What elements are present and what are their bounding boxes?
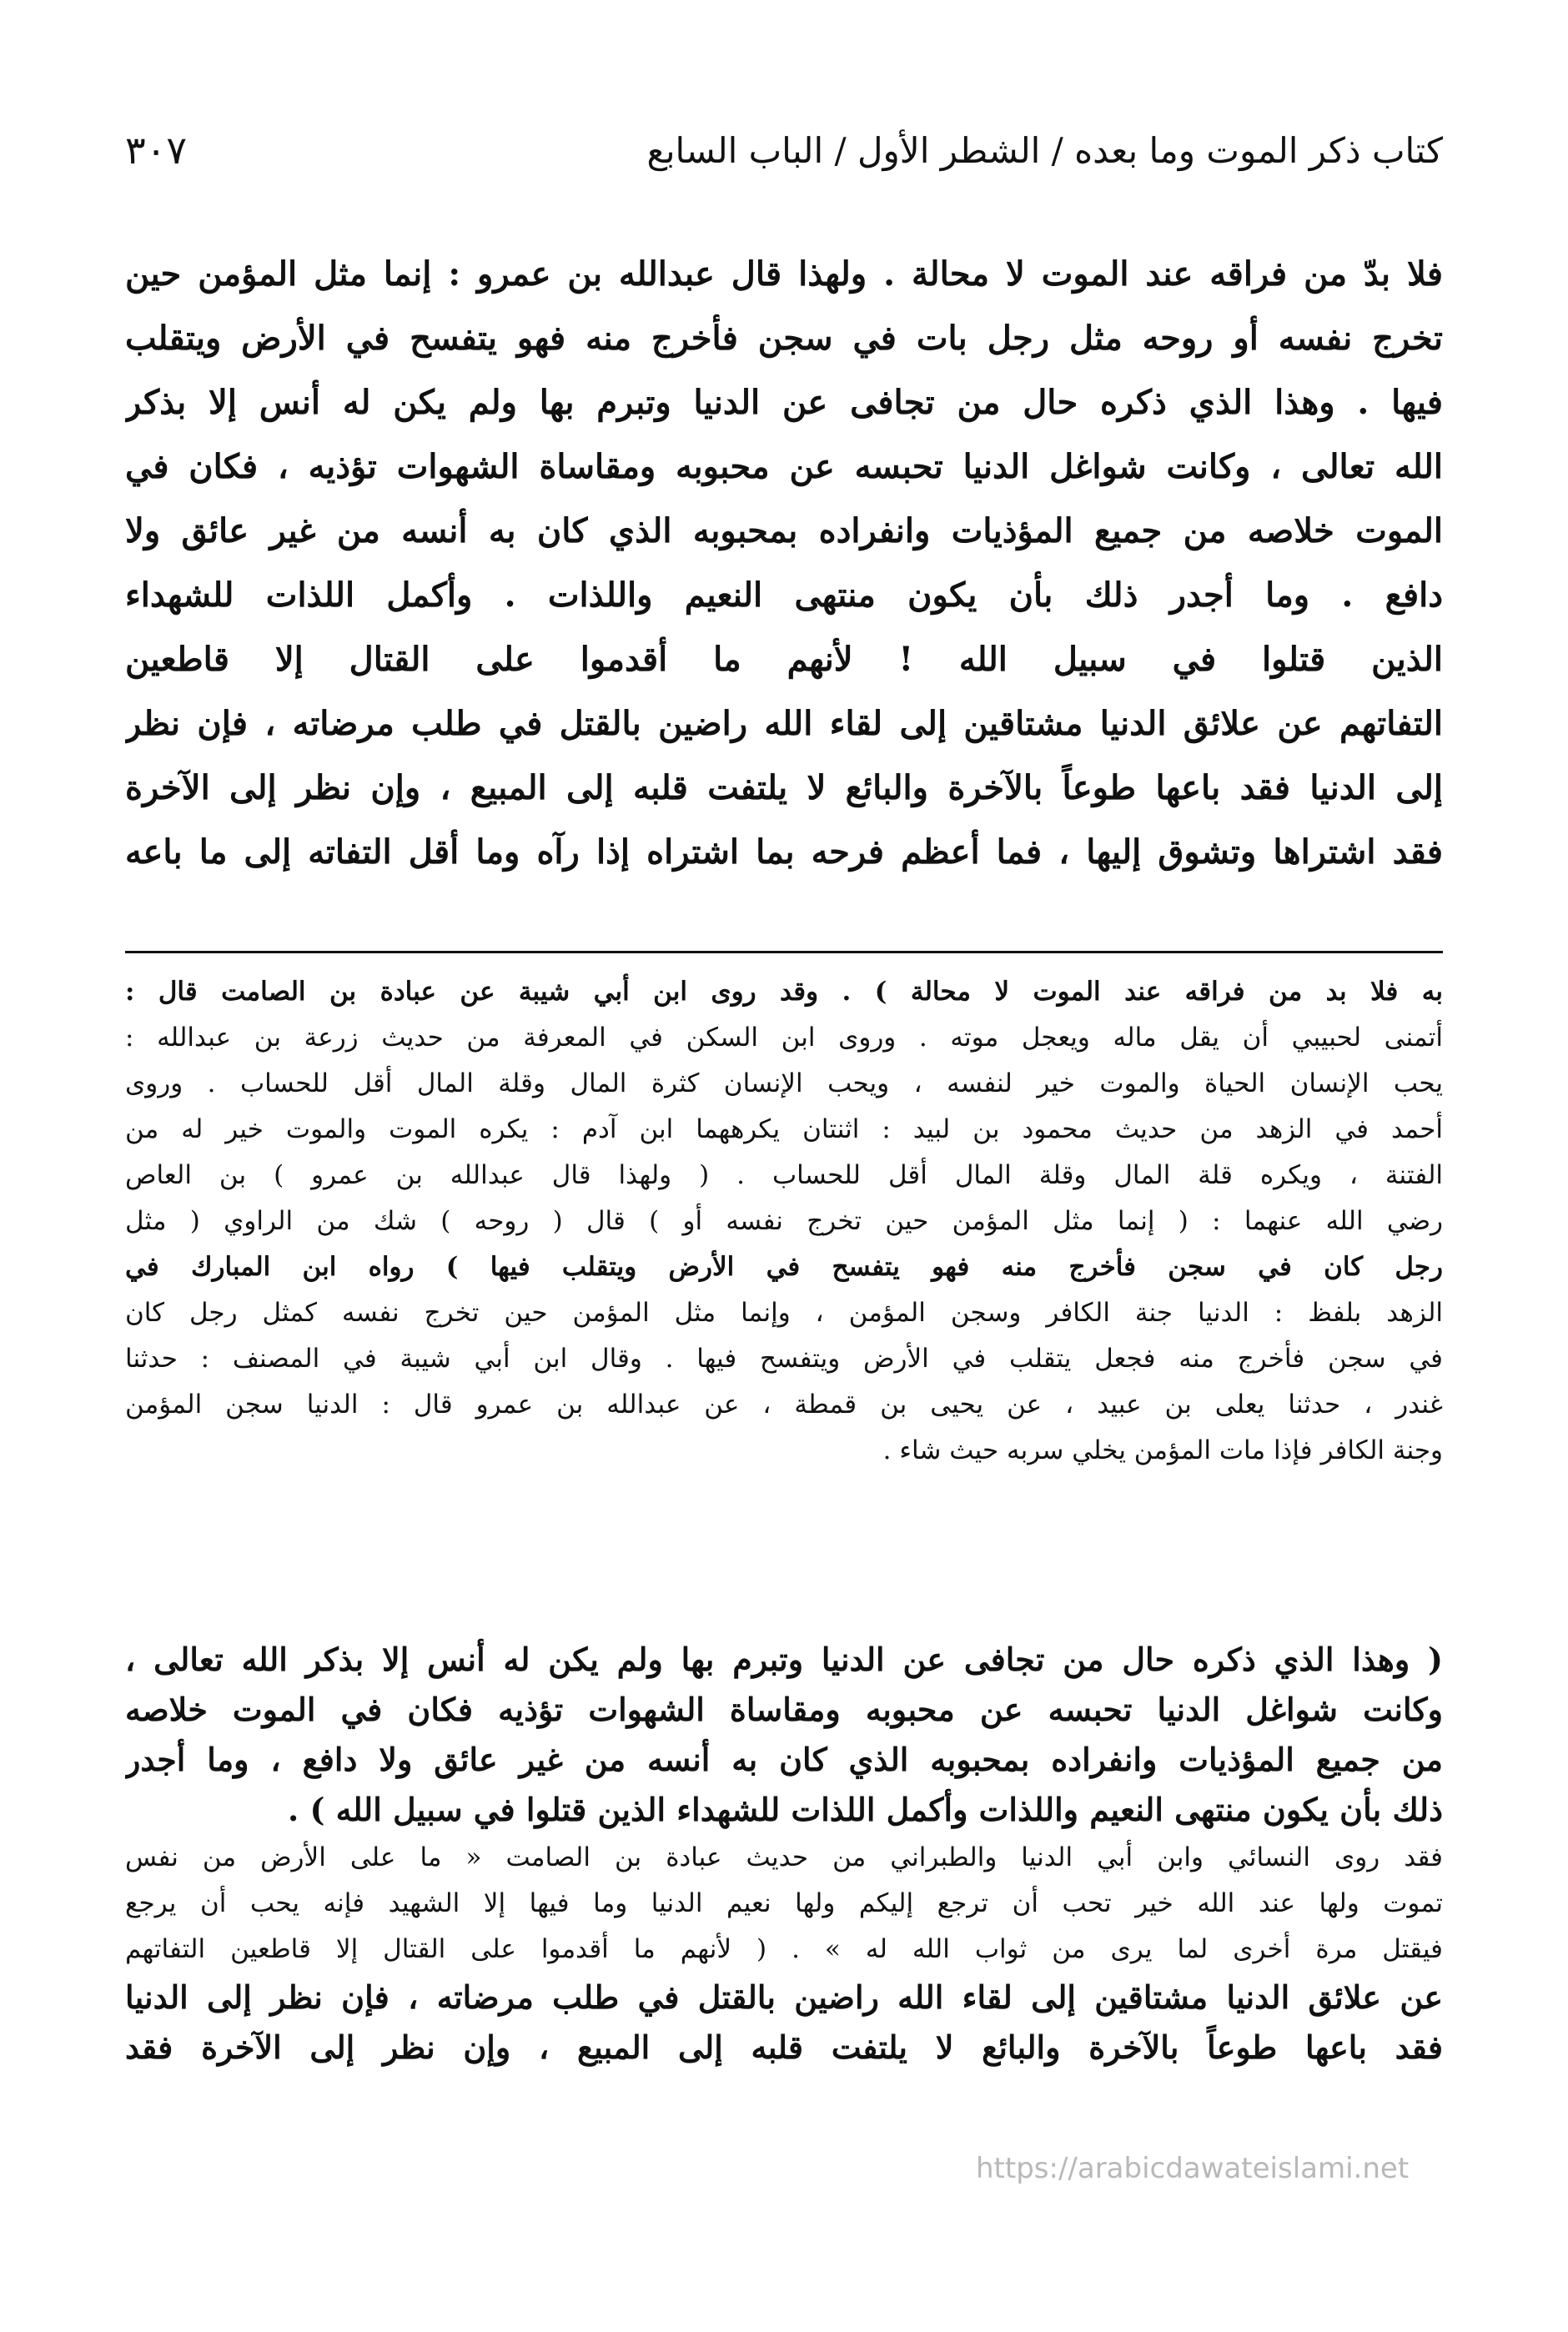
bold-commentary-line: من جميع المؤذيات وانفراده بمحبوبه الذي كان به أنسه من غير عائق ولا دافع ، وما أجدر: [125, 1741, 1443, 1778]
commentary-line: أتمنى لحبيبي أن يقل ماله ويعجل موته . وروى ابن السكن في المعرفة من حديث زرعة بن عبدالله :: [125, 1023, 1443, 1053]
watermark-url: https://arabicdawateislami.net: [976, 2152, 1410, 2185]
separator-rule: [125, 951, 1443, 953]
main-text-line: الله تعالى ، وكانت شواغل الدنيا تحبسه عن محبوبه ومقاساة الشهوات تؤذيه ، فكان في: [125, 447, 1443, 486]
running-header: [125, 117, 1443, 183]
commentary-continued: [125, 1635, 1443, 2073]
main-text-line: فقد اشتراها وتشوق إليها ، فما أعظم فرحه بما اشتراه إذا رآه وما أقل التفاته إلى ما باعه: [125, 832, 1443, 872]
small-commentary-line: فيقتل مرة أخرى لما يرى من ثواب الله له » . ( لأنهم ما أقدموا على القتال إلا قاطعين التفاتهم: [125, 1934, 1443, 1964]
main-text-line: إلى الدنيا فقد باعها طوعاً بالآخرة والبائع لا يلتفت قلبه إلى المبيع ، وإن نظر إلى الآخرة: [125, 768, 1443, 807]
commentary-line: رضي الله عنهما : ( إنما مثل المؤمن حين تخرج نفسه أو ) قال ( روحه ) شك من الراوي ( مثل: [125, 1206, 1443, 1236]
bold-commentary-line: ( وهذا الذي ذكره حال من تجافى عن الدنيا وتبرم بها ولم يكن له أنس إلا بذكر الله تعالى ،: [125, 1641, 1443, 1678]
commentary-line: أحمد في الزهد من حديث محمود بن لبيد : اثنتان يكرههما ابن آدم : يكره الموت والموت خير له من: [125, 1114, 1443, 1144]
commentary: [125, 969, 1443, 1474]
small-commentary-line: فقد روى النسائي وابن أبي الدنيا والطبراني من حديث عبادة بن الصامت « ما على الأرض من نفس: [125, 1842, 1443, 1872]
commentary-line: وجنة الكافر فإذا مات المؤمن يخلي سربه حيث شاء .: [882, 1435, 1443, 1465]
commentary-line: في سجن فأخرج منه فجعل يتقلب في الأرض ويتفسح فيها . وقال ابن أبي شيبة في المصنف : حدثنا: [125, 1344, 1443, 1374]
main-text-line: دافع . وما أجدر ذلك بأن يكون منتهى النعيم واللذات . وأكمل اللذات للشهداء: [125, 575, 1443, 615]
main-text-line: فيها . وهذا الذي ذكره حال من تجافى عن الدنيا وتبرم بها ولم يكن له أنس إلا بذكر: [125, 383, 1443, 422]
commentary-line: الفتنة ، ويكره قلة المال وقلة المال أقل للحساب . ( ولهذا قال عبدالله بن عمرو ) بن العاص: [125, 1160, 1443, 1190]
commentary-line: يحب الإنسان الحياة والموت خير لنفسه ، ويحب الإنسان كثرة المال وقلة المال أقل للحساب . وروى: [125, 1068, 1443, 1098]
bold-commentary-line: وكانت شواغل الدنيا تحبسه عن محبوبه ومقاساة الشهوات تؤذيه فكان في الموت خلاصه: [125, 1691, 1443, 1728]
commentary-line: غندر ، حدثنا يعلى بن عبيد ، عن يحيى بن قمطة ، عن عبدالله بن عمرو قال : الدنيا سجن المؤمن: [125, 1390, 1443, 1420]
main-text-line: تخرج نفسه أو روحه مثل رجل بات في سجن فأخرج منه فهو يتفسح في الأرض ويتقلب: [125, 319, 1443, 358]
bold-commentary-line: ذلك بأن يكون منتهى النعيم واللذات وأكمل اللذات للشهداء الذين قتلوا في سبيل الله ) .: [288, 1791, 1443, 1828]
bold-commentary-line: عن علائق الدنيا مشتاقين إلى لقاء الله راضين بالقتل في طلب مرضاته ، فإن نظر إلى الدنيا: [125, 1978, 1443, 2016]
main-text: [125, 242, 1443, 884]
page-number: ٣٠٧: [125, 128, 188, 173]
bold-commentary-line: فقد باعها طوعاً بالآخرة والبائع لا يلتفت قلبه إلى المبيع ، وإن نظر إلى الآخرة فقد: [125, 2028, 1443, 2066]
commentary-line: رجل كان في سجن فأخرج منه فهو يتفسح في الأرض ويتقلب فيها ) رواه ابن المبارك في: [125, 1252, 1443, 1282]
main-text-line: التفاتهم عن علائق الدنيا مشتاقين إلى لقاء الله راضين بالقتل في طلب مرضاته ، فإن نظر: [125, 704, 1443, 743]
header-title: كتاب ذكر الموت وما بعده / الشطر الأول / الباب السابع: [646, 129, 1443, 171]
commentary-line: به فلا بد من فراقه عند الموت لا محالة ) . وقد روى ابن أبي شيبة عن عبادة بن الصامت قال :: [125, 977, 1443, 1007]
main-text-line: فلا بدّ من فراقه عند الموت لا محالة . ولهذا قال عبدالله بن عمرو : إنما مثل المؤمن حين: [125, 254, 1443, 294]
commentary-line: الزهد بلفظ : الدنيا جنة الكافر وسجن المؤمن ، وإنما مثل المؤمن حين تخرج نفسه كمثل رجل كان: [125, 1298, 1443, 1328]
small-commentary-line: تموت ولها عند الله خير تحب أن ترجع إليكم ولها نعيم الدنيا وما فيها إلا الشهيد فإنه يحب أن يرجع: [125, 1888, 1443, 1918]
main-text-line: الذين قتلوا في سبيل الله ! لأنهم ما أقدموا على القتال إلا قاطعين: [125, 640, 1443, 679]
main-text-line: الموت خلاصه من جميع المؤذيات وانفراده بمحبوبه الذي كان به أنسه من غير عائق ولا: [125, 511, 1443, 550]
